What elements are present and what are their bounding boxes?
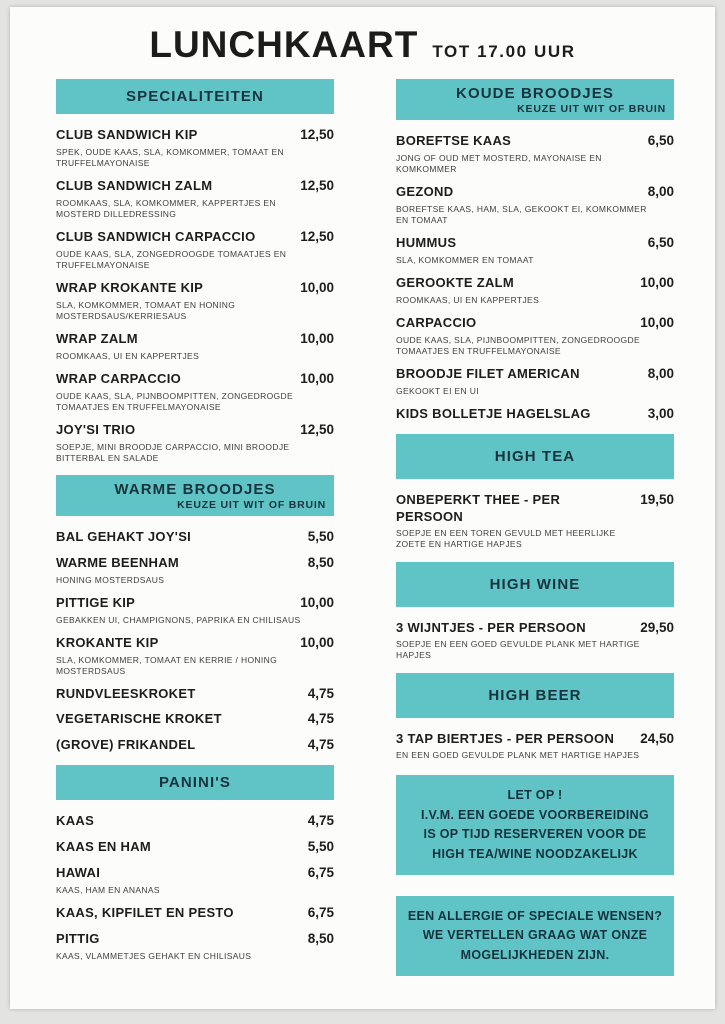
- item-name: PITTIG: [56, 930, 100, 946]
- item-price: 4,75: [307, 685, 334, 701]
- item-price: 8,00: [647, 183, 674, 199]
- menu-page: [10, 7, 715, 1009]
- item-description: BOREFTSE KAAS, HAM, SLA, GEKOOKT EI, KOMKOMMER EN TOMAAT: [396, 203, 647, 225]
- menu-item: [396, 133, 674, 175]
- item-description: HONING MOSTERDSAUS: [56, 574, 165, 585]
- menu-item-row: [56, 905, 334, 922]
- menu-item: [56, 422, 334, 464]
- menu-item-row: [56, 839, 334, 856]
- item-description: JONG OF OUD MET MOSTERD, MAYONAISE EN KOMKOMMER: [396, 152, 602, 174]
- section-header-bar: [56, 765, 334, 800]
- menu-item: [56, 635, 334, 677]
- menu-columns: [10, 66, 715, 976]
- item-price: 6,75: [307, 904, 334, 920]
- item-name: BROODJE FILET AMERICAN: [396, 365, 580, 381]
- page-title: LUNCHKAART: [149, 24, 419, 65]
- item-name: KROKANTE KIP: [56, 634, 159, 650]
- item-price: 5,50: [307, 839, 334, 855]
- section-title: HIGH WINE: [489, 575, 581, 593]
- item-price: 19,50: [640, 491, 674, 507]
- section-panini-s: [56, 765, 334, 962]
- section-warme-broodjes: [56, 475, 334, 754]
- item-price: 10,00: [300, 594, 334, 610]
- menu-item-row: [396, 184, 674, 201]
- section-header-bar: [56, 79, 334, 114]
- item-price: 4,75: [307, 711, 334, 727]
- menu-item: [56, 865, 334, 896]
- item-name: GEZOND: [396, 183, 454, 199]
- item-description: SOEPJE EN EEN GOED GEVULDE PLANK MET HARTIGE HAPJES: [396, 639, 640, 661]
- item-description: KAAS, VLAMMETJES GEHAKT EN CHILISAUS: [56, 950, 252, 961]
- item-price: 3,00: [647, 405, 674, 421]
- menu-item: [396, 315, 674, 357]
- notice-line: IS OP TIJD RESERVEREN VOOR DE: [423, 827, 647, 842]
- menu-item: [396, 406, 674, 423]
- section-title: PANINI'S: [158, 774, 232, 792]
- menu-item-row: [396, 235, 674, 252]
- menu-item: [56, 280, 334, 322]
- notice-line: HIGH TEA/WINE NOODZAKELIJK: [432, 846, 638, 861]
- item-price: 24,50: [640, 730, 674, 746]
- section-subtitle: KEUZE UIT WIT OF BRUIN: [517, 103, 666, 115]
- item-description: SLA, KOMKOMMER, TOMAAT EN KERRIE / HONING MOSTERDSAUS: [56, 654, 278, 676]
- menu-item-row: [396, 620, 674, 637]
- menu-item: [396, 235, 674, 266]
- section-title: HIGH TEA: [494, 447, 576, 465]
- menu-item: [56, 127, 334, 169]
- item-name: KAAS, KIPFILET EN PESTO: [56, 904, 234, 920]
- item-price: 10,00: [300, 634, 334, 650]
- menu-item-row: [56, 865, 334, 882]
- page-header: [10, 24, 715, 66]
- item-price: 12,50: [300, 421, 334, 437]
- item-price: 10,00: [300, 279, 334, 295]
- item-name: CLUB SANDWICH KIP: [56, 127, 198, 142]
- section-high-beer: [396, 673, 674, 762]
- item-name: BOREFTSE KAAS: [396, 133, 512, 148]
- item-description: GEBAKKEN UI, CHAMPIGNONS, PAPRIKA EN CHILISAUS: [56, 614, 301, 625]
- item-price: 4,75: [307, 737, 334, 753]
- menu-item-row: [56, 331, 334, 348]
- item-name: CARPACCIO: [396, 314, 477, 330]
- notice-box: [396, 896, 674, 976]
- menu-item-row: [56, 737, 334, 754]
- item-name: VEGETARISCHE KROKET: [56, 711, 222, 727]
- item-name: BAL GEHAKT JOY'SI: [56, 528, 192, 544]
- item-name: (GROVE) FRIKANDEL: [56, 737, 196, 753]
- item-name: KAAS EN HAM: [56, 839, 152, 855]
- notice-line: WE VERTELLEN GRAAG WAT ONZE: [422, 928, 648, 943]
- menu-item-row: [56, 931, 334, 948]
- item-name: PITTIGE KIP: [56, 594, 136, 610]
- item-price: 8,50: [307, 930, 334, 946]
- item-price: 10,00: [300, 370, 334, 386]
- item-name: CLUB SANDWICH CARPACCIO: [56, 228, 256, 244]
- item-description: SPEK, OUDE KAAS, SLA, KOMKOMMER, TOMAAT EN TRUFFELMAYONAISE: [56, 146, 285, 168]
- menu-item: [56, 839, 334, 856]
- item-description: EN EEN GOED GEVULDE PLANK MET HARTIGE HAPJES: [396, 750, 640, 761]
- item-name: HAWAI: [56, 865, 101, 881]
- section-header-bar: [396, 562, 674, 607]
- menu-item: [396, 366, 674, 397]
- item-name: JOY'SI TRIO: [56, 421, 136, 437]
- item-name: WARME BEENHAM: [56, 554, 180, 570]
- item-name: 3 TAP BIERTJES - PER PERSOON: [396, 730, 615, 746]
- menu-item-row: [56, 422, 334, 439]
- item-name: ONBEPERKT THEE - PER PERSOON: [396, 491, 561, 524]
- item-price: 6,75: [307, 865, 334, 881]
- item-price: 8,00: [647, 365, 674, 381]
- menu-item: [396, 492, 674, 551]
- item-name: 3 WIJNTJES - PER PERSOON: [396, 619, 586, 635]
- item-description: OUDE KAAS, SLA, ZONGEDROOGDE TOMAATJES EN TRUFFELMAYONAISE: [56, 248, 287, 270]
- item-description: SLA, KOMKOMMER EN TOMAAT: [396, 254, 534, 265]
- section-high-tea: [396, 434, 674, 551]
- notice-line: EEN ALLERGIE OF SPECIALE WENSEN?: [407, 908, 663, 923]
- section-title: HIGH BEER: [488, 686, 582, 704]
- item-description: SOEPJE, MINI BROODJE CARPACCIO, MINI BROODJE BITTERBAL EN SALADE: [56, 441, 290, 463]
- menu-item-row: [56, 595, 334, 612]
- menu-item-row: [396, 492, 674, 526]
- section-koude-broodjes: [396, 79, 674, 423]
- item-description: SOEPJE EN EEN TOREN GEVULD MET HEERLIJKE ZOETE EN HARTIGE HAPJES: [396, 528, 616, 550]
- section-title: WARME BROODJES: [114, 480, 276, 498]
- item-description: GEKOOKT EI EN UI: [396, 385, 479, 396]
- menu-item-row: [56, 555, 334, 572]
- menu-item: [56, 737, 334, 754]
- item-description: ROOMKAAS, UI EN KAPPERTJES: [396, 294, 540, 305]
- left-column: [56, 79, 334, 976]
- menu-item: [396, 275, 674, 306]
- section-header-bar: [396, 79, 674, 120]
- menu-item: [396, 184, 674, 226]
- menu-item: [56, 178, 334, 220]
- menu-item-row: [396, 275, 674, 292]
- menu-item-row: [56, 686, 334, 703]
- item-description: OUDE KAAS, SLA, PIJNBOOMPITTEN, ZONGEDROGDE TOMAATJES EN TRUFFELMAYONAISE: [56, 390, 294, 412]
- menu-item: [56, 229, 334, 271]
- menu-item: [396, 620, 674, 662]
- menu-item: [56, 686, 334, 703]
- menu-item-row: [56, 280, 334, 297]
- item-price: 10,00: [640, 274, 674, 290]
- menu-item: [56, 529, 334, 546]
- item-price: 10,00: [640, 314, 674, 330]
- item-price: 12,50: [300, 177, 334, 193]
- menu-item-row: [56, 229, 334, 246]
- menu-item-row: [396, 731, 674, 748]
- item-name: WRAP CARPACCIO: [56, 370, 182, 386]
- menu-item: [56, 555, 334, 586]
- item-name: WRAP ZALM: [56, 330, 138, 346]
- item-price: 10,00: [300, 330, 334, 346]
- menu-item-row: [396, 133, 674, 150]
- notice-line: I.V.M. EEN GOEDE VOORBEREIDING: [420, 807, 650, 822]
- section-title: SPECIALITEITEN: [126, 88, 264, 105]
- menu-item-row: [56, 371, 334, 388]
- item-price: 6,50: [647, 133, 674, 148]
- item-name: KAAS: [56, 813, 95, 829]
- menu-item-row: [56, 127, 334, 144]
- item-price: 4,75: [307, 813, 334, 829]
- menu-item: [56, 813, 334, 830]
- item-price: 5,50: [307, 528, 334, 544]
- section-high-wine: [396, 562, 674, 662]
- item-description: SLA, KOMKOMMER, TOMAAT EN HONING MOSTERDSAUS/KERRIESAUS: [56, 299, 236, 321]
- section-header-bar: [396, 673, 674, 718]
- item-name: KIDS BOLLETJE HAGELSLAG: [396, 405, 591, 421]
- item-name: RUNDVLEESKROKET: [56, 685, 196, 701]
- menu-item: [56, 931, 334, 962]
- item-name: CLUB SANDWICH ZALM: [56, 177, 213, 193]
- menu-item: [56, 711, 334, 728]
- notice-line: MOGELIJKHEDEN ZIJN.: [460, 947, 610, 962]
- section-header-bar: [396, 434, 674, 479]
- section-header-bar: [56, 475, 334, 516]
- right-column: [396, 79, 674, 976]
- menu-item-row: [56, 178, 334, 195]
- item-price: 29,50: [640, 619, 674, 635]
- notice-line: LET OP !: [507, 788, 563, 803]
- menu-item: [56, 371, 334, 413]
- menu-item-row: [396, 315, 674, 332]
- menu-item: [56, 905, 334, 922]
- menu-item-row: [56, 813, 334, 830]
- section-title: KOUDE BROODJES: [456, 85, 614, 102]
- item-price: 12,50: [300, 228, 334, 244]
- menu-item-row: [56, 529, 334, 546]
- item-description: ROOMKAAS, UI EN KAPPERTJES: [56, 350, 200, 361]
- section-subtitle: KEUZE UIT WIT OF BRUIN: [177, 498, 326, 511]
- menu-item-row: [56, 635, 334, 652]
- item-name: GEROOKTE ZALM: [396, 274, 515, 290]
- item-price: 12,50: [300, 127, 334, 142]
- menu-item-row: [396, 406, 674, 423]
- item-description: ROOMKAAS, SLA, KOMKOMMER, KAPPERTJES EN MOSTERD DILLEDRESSING: [56, 197, 276, 219]
- item-name: WRAP KROKANTE KIP: [56, 279, 204, 295]
- menu-item: [396, 731, 674, 762]
- page-title-suffix: TOT 17.00 UUR: [432, 42, 576, 61]
- notice-box: [396, 775, 674, 875]
- item-price: 8,50: [307, 554, 334, 570]
- item-description: KAAS, HAM EN ANANAS: [56, 884, 160, 895]
- item-price: 6,50: [647, 234, 674, 250]
- menu-item: [56, 331, 334, 362]
- menu-item-row: [396, 366, 674, 383]
- item-description: OUDE KAAS, SLA, PIJNBOOMPITTEN, ZONGEDROOGDE TOMAATJES EN TRUFFELMAYONAISE: [396, 334, 640, 356]
- section-specialiteiten: [56, 79, 334, 464]
- menu-item-row: [56, 711, 334, 728]
- item-name: HUMMUS: [396, 234, 457, 250]
- menu-item: [56, 595, 334, 626]
